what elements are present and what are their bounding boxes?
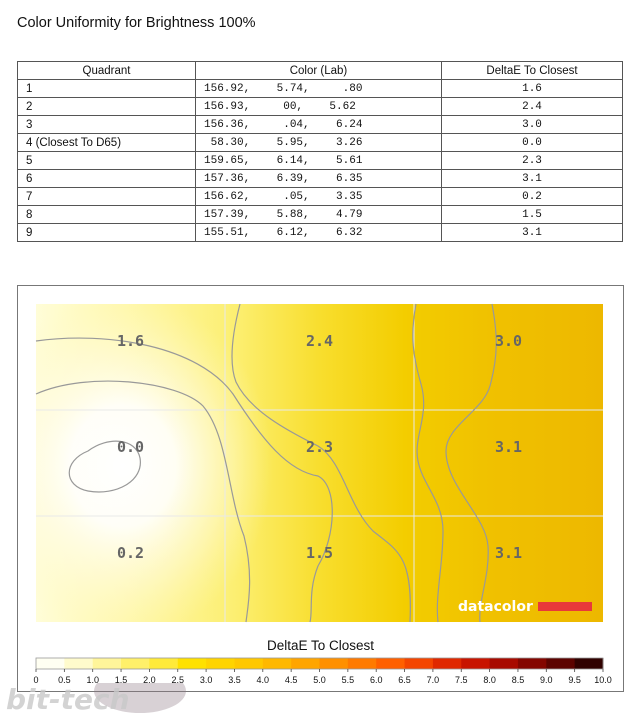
heatmap-svg <box>18 286 623 691</box>
table-row <box>18 206 623 224</box>
scale-segment <box>121 658 150 669</box>
scale-segment <box>518 658 547 669</box>
quadrant-cell: 9 <box>18 224 196 242</box>
lab-cell: 156.36, .04, 6.24 <box>196 116 442 134</box>
deltae-cell: 1.5 <box>442 206 623 224</box>
scale-segment <box>36 658 65 669</box>
deltae-cell: 0.0 <box>442 134 623 152</box>
scale-segment <box>149 658 178 669</box>
deltae-cell: 2.3 <box>442 152 623 170</box>
scale-segment <box>348 658 377 669</box>
cell-value-label: 2.3 <box>305 438 334 456</box>
scale-segment <box>405 658 434 669</box>
scale-tick-label: 5.0 <box>313 675 326 685</box>
scale-tick-label: 8.0 <box>483 675 496 685</box>
lab-cell: 159.65, 6.14, 5.61 <box>196 152 442 170</box>
table-row <box>18 224 623 242</box>
deltae-cell: 3.1 <box>442 170 623 188</box>
scale-tick-label: 4.0 <box>256 675 270 685</box>
brand-bar <box>538 602 592 611</box>
cell-value-label: 0.2 <box>116 544 145 562</box>
heatmap-white-area <box>36 304 603 622</box>
color-uniformity-table <box>17 61 623 242</box>
scale-segment <box>490 658 519 669</box>
scale-tick-label: 0 <box>33 675 39 685</box>
uniformity-chart <box>17 285 624 692</box>
scale-segment <box>575 658 604 669</box>
header-color-lab: Color (Lab) <box>196 62 442 80</box>
cell-value-label: 1.5 <box>305 544 334 562</box>
scale-tick-label: 7.5 <box>454 675 468 685</box>
scale-tick-label: 3.0 <box>199 675 213 685</box>
scale-segment <box>64 658 93 669</box>
scale-segment <box>461 658 490 669</box>
deltae-cell: 0.2 <box>442 188 623 206</box>
header-deltae: DeltaE To Closest <box>442 62 623 80</box>
color-scale <box>36 658 604 669</box>
scale-segment <box>93 658 122 669</box>
scale-segment <box>320 658 349 669</box>
cell-value-label: 3.1 <box>494 544 523 562</box>
scale-segment <box>546 658 575 669</box>
quadrant-cell: 7 <box>18 188 196 206</box>
scale-segment <box>433 658 462 669</box>
bit-tech-logo <box>6 683 186 716</box>
page-title: Color Uniformity for Brightness 100% <box>17 15 256 31</box>
lab-cell: 156.92, 5.74, .80 <box>196 80 442 98</box>
table-row <box>18 170 623 188</box>
deltae-cell: 1.6 <box>442 80 623 98</box>
scale-tick-label: 4.5 <box>284 675 298 685</box>
table-row <box>18 134 623 152</box>
lab-cell: 157.36, 6.39, 6.35 <box>196 170 442 188</box>
quadrant-cell: 4 (Closest To D65) <box>18 134 196 152</box>
table-row <box>18 98 623 116</box>
scale-tick-label: 3.5 <box>228 675 241 685</box>
scale-tick-label: 9.5 <box>568 675 581 685</box>
header-quadrant: Quadrant <box>18 62 196 80</box>
cell-value-label: 3.1 <box>494 438 523 456</box>
scale-tick-label: 7.0 <box>426 675 440 685</box>
scale-tick-label: 0.5 <box>58 675 71 685</box>
watermark-text: bit-tech <box>6 683 130 716</box>
scale-segment <box>291 658 320 669</box>
table-row <box>18 116 623 134</box>
cell-value-label: 3.0 <box>494 332 523 350</box>
scale-title: DeltaE To Closest <box>266 638 375 653</box>
deltae-cell: 2.4 <box>442 98 623 116</box>
lab-cell: 155.51, 6.12, 6.32 <box>196 224 442 242</box>
quadrant-cell: 3 <box>18 116 196 134</box>
cell-value-label: 1.6 <box>116 332 145 350</box>
quadrant-cell: 5 <box>18 152 196 170</box>
quadrant-cell: 6 <box>18 170 196 188</box>
scale-tick-label: 6.0 <box>369 675 383 685</box>
table-row <box>18 80 623 98</box>
scale-segment <box>263 658 292 669</box>
scale-tick-label: 10.0 <box>594 675 612 685</box>
table-row <box>18 152 623 170</box>
bit-tech-watermark <box>4 683 204 717</box>
brand-text: datacolor <box>458 599 533 615</box>
scale-tick-label: 6.5 <box>398 675 411 685</box>
quadrant-cell: 1 <box>18 80 196 98</box>
deltae-cell: 3.1 <box>442 224 623 242</box>
scale-tick-label: 5.5 <box>341 675 355 685</box>
lab-cell: 156.93, 00, 5.62 <box>196 98 442 116</box>
cell-value-label: 0.0 <box>116 438 145 456</box>
quadrant-cell: 8 <box>18 206 196 224</box>
deltae-cell: 3.0 <box>442 116 623 134</box>
lab-cell: 157.39, 5.88, 4.79 <box>196 206 442 224</box>
scale-tick-label: 8.5 <box>511 675 525 685</box>
scale-segment <box>206 658 235 669</box>
cell-value-label: 2.4 <box>305 332 334 350</box>
scale-segment <box>234 658 263 669</box>
table-header-row <box>18 62 623 80</box>
scale-tick-label: 2.0 <box>143 675 156 685</box>
scale-tick-label: 1.5 <box>114 675 128 685</box>
lab-cell: 58.30, 5.95, 3.26 <box>196 134 442 152</box>
table-row <box>18 188 623 206</box>
lab-cell: 156.62, .05, 3.35 <box>196 188 442 206</box>
scale-segment <box>376 658 405 669</box>
scale-segment <box>178 658 207 669</box>
scale-tick-label: 2.5 <box>171 675 185 685</box>
scale-tick-label: 9.0 <box>540 675 553 685</box>
quadrant-cell: 2 <box>18 98 196 116</box>
scale-tick-label: 1.0 <box>86 675 99 685</box>
heatmap-plot <box>36 304 603 622</box>
